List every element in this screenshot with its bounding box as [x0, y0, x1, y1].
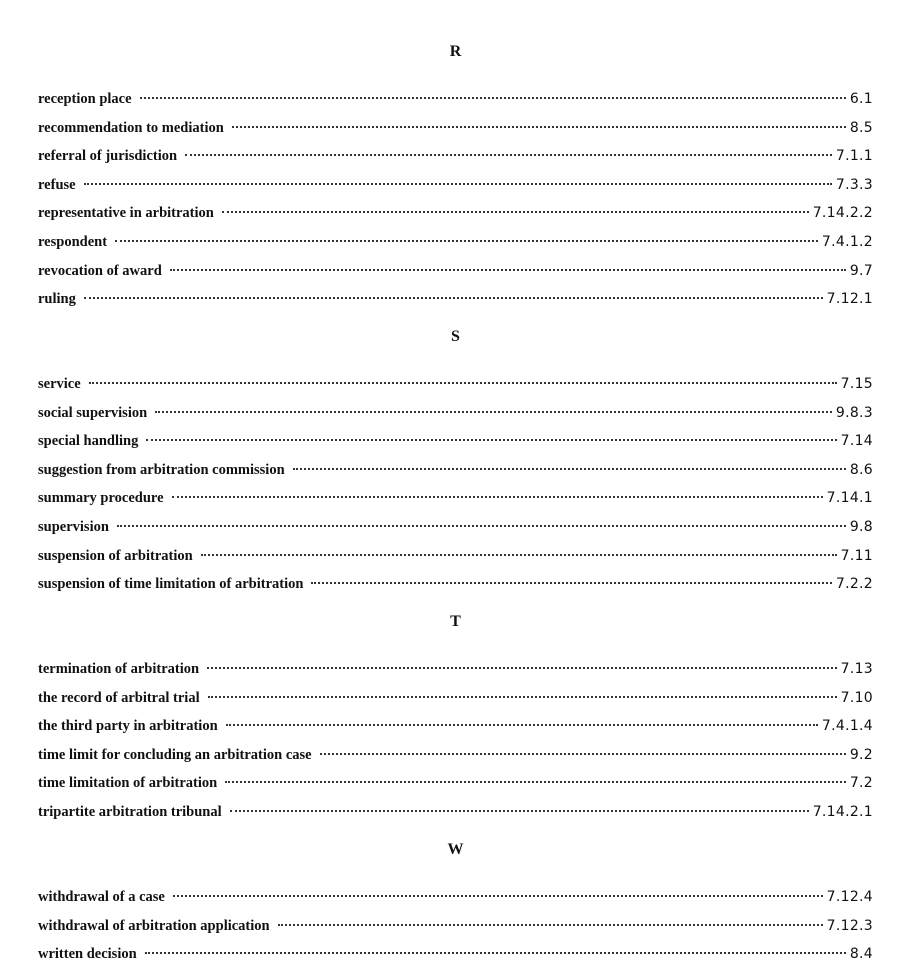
entry-term: suggestion from arbitration commission — [38, 461, 285, 478]
index-entry — [38, 802, 873, 831]
entry-ref: 7.4.1.2 — [821, 233, 873, 250]
dot-leader — [140, 97, 846, 99]
index-entry — [38, 460, 873, 489]
entry-ref: 9.8.3 — [835, 404, 873, 421]
index-entry — [38, 745, 873, 774]
entry-list — [38, 374, 873, 603]
index-entry — [38, 431, 873, 460]
entry-term: tripartite arbitration tribunal — [38, 803, 222, 820]
entry-ref: 7.3.3 — [835, 176, 873, 193]
index-entry — [38, 916, 873, 945]
entry-term: ruling — [38, 291, 76, 308]
index-entry — [38, 175, 873, 204]
dot-leader — [226, 724, 818, 726]
entry-term: the record of arbitral trial — [38, 689, 200, 706]
index-entry — [38, 374, 873, 403]
entry-term: time limit for concluding an arbitration case — [38, 746, 312, 763]
index-entry — [38, 89, 873, 118]
entry-term: refuse — [38, 176, 76, 193]
index-entry — [38, 716, 873, 745]
dot-leader — [230, 810, 809, 812]
index-entry — [38, 688, 873, 717]
entry-term: time limitation of arbitration — [38, 775, 218, 792]
entry-term: recommendation to mediation — [38, 119, 224, 136]
dot-leader — [89, 382, 837, 384]
index-entry — [38, 944, 873, 973]
dot-leader — [117, 525, 846, 527]
dot-leader — [222, 211, 809, 213]
index-entry — [38, 203, 873, 232]
section-letter: W — [447, 841, 464, 858]
entry-term: summary procedure — [38, 490, 164, 507]
entry-ref: 7.11 — [840, 547, 873, 564]
index-entry — [38, 773, 873, 802]
entry-ref: 7.12.4 — [826, 889, 873, 905]
entry-ref: 7.12.3 — [826, 917, 873, 934]
dot-leader — [185, 154, 832, 156]
dot-leader — [170, 269, 846, 271]
entry-term: suspension of time limitation of arbitration — [38, 576, 304, 593]
entry-term: written decision — [38, 946, 137, 963]
dot-leader — [172, 496, 823, 498]
dot-leader — [201, 554, 837, 556]
entry-ref: 7.12.1 — [826, 291, 873, 308]
index-entry — [38, 261, 873, 290]
entry-term: withdrawal of a case — [38, 889, 165, 905]
entry-ref: 7.15 — [840, 376, 873, 392]
dot-leader — [225, 781, 846, 783]
section-letter: T — [450, 613, 461, 630]
section-letter: S — [451, 328, 460, 345]
entry-ref: 7.2 — [849, 775, 873, 792]
entry-ref: 7.14.2.1 — [812, 803, 873, 820]
dot-leader — [278, 924, 823, 926]
entry-ref: 7.10 — [840, 689, 873, 706]
entry-ref: 7.13 — [840, 661, 873, 677]
index-entry — [38, 517, 873, 546]
index-entry — [38, 289, 873, 318]
dot-leader — [207, 667, 837, 669]
index-entry — [38, 546, 873, 575]
index-entry — [38, 146, 873, 175]
entry-term: termination of arbitration — [38, 661, 200, 677]
dot-leader — [145, 952, 846, 954]
index-entry — [38, 403, 873, 432]
entry-ref: 6.1 — [849, 91, 873, 107]
entry-term: supervision — [38, 518, 109, 535]
entry-term: representative in arbitration — [38, 205, 214, 222]
index-entry — [38, 488, 873, 517]
index-entry — [38, 118, 873, 147]
dot-leader — [293, 468, 846, 470]
entry-term: referral of jurisdiction — [38, 148, 178, 165]
entry-term: special handling — [38, 433, 139, 450]
index-entry — [38, 232, 873, 261]
index-entry — [38, 887, 873, 916]
entry-ref: 8.4 — [849, 946, 873, 963]
entry-ref: 7.2.2 — [835, 576, 873, 593]
entry-ref: 9.2 — [849, 746, 873, 763]
entry-ref: 7.14 — [840, 433, 873, 450]
index-entry — [38, 574, 873, 603]
dot-leader — [155, 411, 832, 413]
entry-ref: 8.6 — [849, 461, 873, 478]
entry-term: suspension of arbitration — [38, 547, 193, 564]
entry-term: withdrawal of arbitration application — [38, 917, 270, 934]
entry-list — [38, 887, 873, 973]
dot-leader — [208, 696, 837, 698]
entry-term: social supervision — [38, 404, 148, 421]
dot-leader — [173, 895, 823, 897]
entry-term: revocation of award — [38, 262, 162, 279]
entry-list — [38, 89, 873, 318]
entry-ref: 9.7 — [849, 262, 873, 279]
entry-ref: 7.14.1 — [826, 490, 873, 507]
entry-ref: 9.8 — [849, 518, 873, 535]
index-entry — [38, 659, 873, 688]
dot-leader — [232, 126, 846, 128]
dot-leader — [311, 582, 831, 584]
entry-term: reception place — [38, 91, 132, 107]
dot-leader — [115, 240, 818, 242]
dot-leader — [84, 183, 832, 185]
dot-leader — [146, 439, 836, 441]
entry-term: service — [38, 376, 81, 392]
section-letter: R — [449, 43, 462, 60]
entry-term: respondent — [38, 233, 108, 250]
entry-ref: 7.4.1.4 — [821, 718, 873, 735]
entry-ref: 7.14.2.2 — [812, 205, 873, 222]
entry-list — [38, 659, 873, 831]
entry-ref: 7.1.1 — [835, 148, 873, 165]
entry-term: the third party in arbitration — [38, 718, 218, 735]
dot-leader — [84, 297, 823, 299]
dot-leader — [320, 753, 846, 755]
entry-ref: 8.5 — [849, 119, 873, 136]
